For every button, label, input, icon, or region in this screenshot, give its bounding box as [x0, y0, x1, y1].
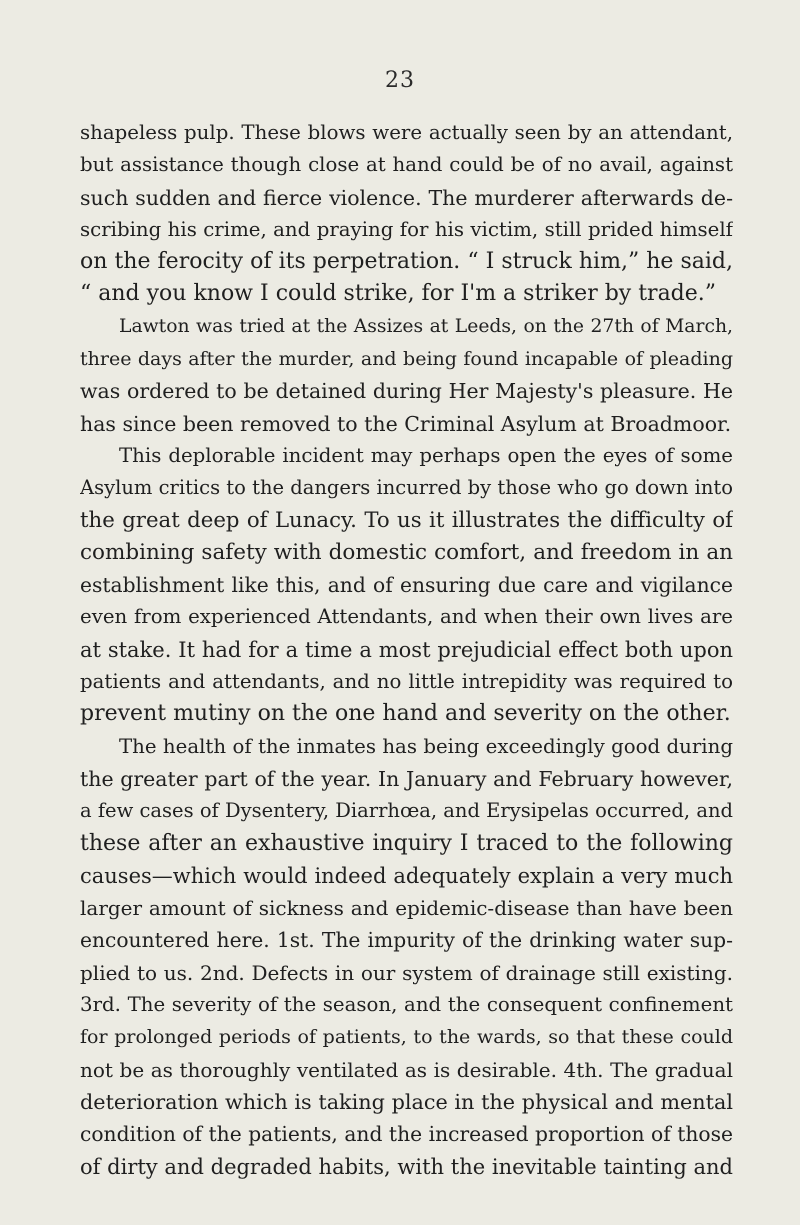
text-line: condition of the patients, and the increased proportion of those	[80, 1122, 733, 1147]
text-line: prevent mutiny on the one hand and severity on the other.	[80, 701, 731, 727]
text-line: on the ferocity of its perpetration. “ I struck him,” he said,	[80, 249, 733, 275]
page-number: 23	[385, 68, 415, 93]
text-line: Lawton was tried at the Assizes at Leeds, on the 27th of March,	[119, 315, 733, 337]
text-line: encountered here. 1st. The impurity of the drinking water sup-	[80, 928, 733, 953]
text-line: patients and attendants, and no little intrepidity was required to	[80, 670, 733, 694]
text-line: establishment like this, and of ensuring due care and vigilance	[80, 573, 733, 598]
text-line: “ and you know I could strike, for I'm a striker by trade.”	[80, 281, 717, 307]
text-line: larger amount of sickness and epidemic-disease than have been	[80, 896, 733, 921]
body-text	[80, 117, 733, 1183]
text-line: the greater part of the year. In January and February however,	[80, 766, 733, 791]
text-line: of dirty and degraded habits, with the inevitable tainting and	[80, 1154, 733, 1179]
text-line: combining safety with domestic comfort, and freedom in an	[80, 539, 733, 565]
text-line: such sudden and fierce violence. The murderer afterwards de-	[80, 185, 733, 210]
text-line: these after an exhaustive inquiry I traced to the following	[80, 830, 733, 856]
text-line: scribing his crime, and praying for his victim, still prided himself	[80, 217, 733, 241]
text-line: deterioration which is taking place in the physical and mental	[80, 1089, 733, 1114]
text-line: Asylum critics to the dangers incurred by those who go down into	[80, 476, 733, 500]
text-line: has since been removed to the Criminal Asylum at Broadmoor.	[80, 411, 732, 436]
text-line: a few cases of Dysentery, Diarrhœa, and Erysipelas occurred, and	[80, 799, 733, 823]
text-line: plied to us. 2nd. Defects in our system of drainage still existing.	[80, 960, 733, 985]
text-line: the great deep of Lunacy. To us it illustrates the difficulty of	[80, 507, 733, 533]
text-line: shapeless pulp. These blows were actually seen by an attendant,	[80, 121, 733, 144]
text-line: for prolonged periods of patients, to the wards, so that these could	[80, 1026, 733, 1049]
text-line: at stake. It had for a time a most prejudicial effect both upon	[80, 637, 733, 662]
text-line: The health of the inmates has being exceedingly good during	[119, 734, 733, 758]
text-line: 3rd. The severity of the season, and the consequent confinement	[80, 993, 733, 1017]
text-line: was ordered to be detained during Her Majesty's pleasure. He	[80, 379, 733, 404]
text-line: This deplorable incident may perhaps open the eyes of some	[119, 443, 733, 467]
text-line: three days after the murder, and being found incapable of pleading	[80, 348, 733, 371]
text-line: not be as thoroughly ventilated as is desirable. 4th. The gradual	[80, 1057, 733, 1082]
text-line: causes—which would indeed adequately explain a very much	[80, 863, 733, 888]
text-line: even from experienced Attendants, and when their own lives are	[80, 605, 733, 629]
text-line: but assistance though close at hand could be of no avail, against	[80, 153, 733, 177]
